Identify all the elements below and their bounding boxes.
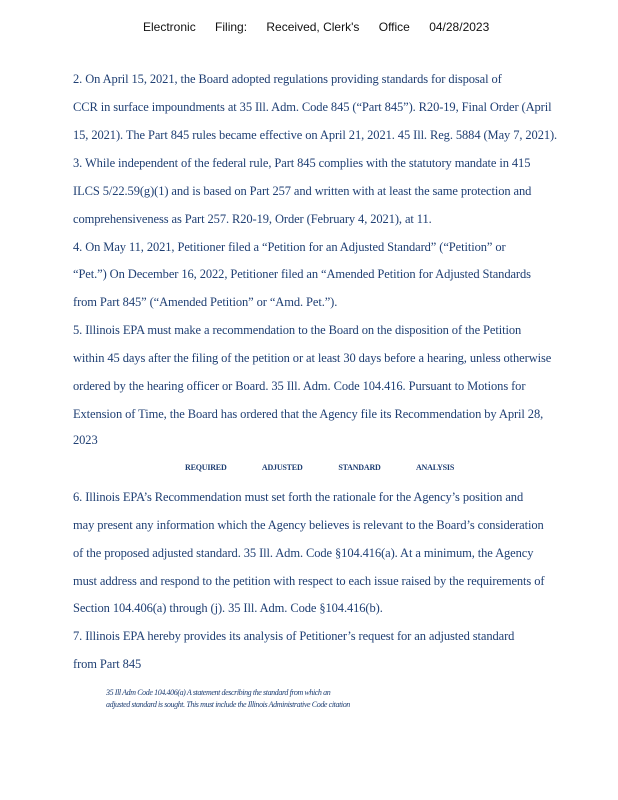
section-heading: [185, 463, 488, 472]
heading-word-adjusted: ADJUSTED: [261, 463, 303, 472]
paragraph-2-line-2: CCR in surface impoundments at 35 Ill. Adm. Code 845 (“Part 845”). R20-19, Final Order (April: [73, 100, 552, 114]
heading-word-required: REQUIRED: [185, 463, 227, 472]
paragraph-7-line-2: from Part 845: [73, 657, 142, 671]
paragraph-5-line-1: 5. Illinois EPA must make a recommendation to the Board on the disposition of the Petition: [73, 323, 522, 337]
paragraph-4-line-3: from Part 845” (“Amended Petition” or “Amd. Pet.”).: [73, 295, 338, 309]
paragraph-3-line-1: 3. While independent of the federal rule, Part 845 complies with the statutory mandate in 415: [73, 156, 531, 170]
heading-word-standard: STANDARD: [338, 463, 381, 472]
quoted-code-line-2: adjusted standard is sought. This must include the Illinois Administrative Code citation: [106, 700, 350, 709]
paragraph-2-line-3: 15, 2021). The Part 845 rules became effective on April 21, 2021. 45 Ill. Reg. 5884 (May 7, 2021).: [73, 128, 558, 142]
quoted-code-line-1: 35 Ill Adm Code 104.406(a) A statement describing the standard from which an: [106, 688, 331, 697]
paragraph-5-line-3: ordered by the hearing officer or Board. 35 Ill. Adm. Code 104.416. Pursuant to Motions for: [73, 379, 526, 393]
header-office: Office: [378, 20, 410, 34]
paragraph-7-line-1: 7. Illinois EPA hereby provides its analysis of Petitioner’s request for an adjusted standard: [73, 629, 515, 643]
paragraph-5-line-4: Extension of Time, the Board has ordered that the Agency file its Recommendation by April 28,: [73, 407, 544, 421]
paragraph-6-line-3: of the proposed adjusted standard. 35 Ill. Adm. Code §104.416(a). At a minimum, the Agency: [73, 546, 534, 560]
paragraph-5-line-5: 2023: [73, 433, 98, 447]
paragraph-4-line-1: 4. On May 11, 2021, Petitioner filed a “Petition for an Adjusted Standard” (“Petition” or: [73, 240, 506, 254]
paragraph-6-line-2: may present any information which the Agency believes is relevant to the Board’s consideration: [73, 518, 544, 532]
header-electronic: Electronic: [143, 20, 196, 34]
paragraph-4-line-2: “Pet.”) On December 16, 2022, Petitioner filed an “Amended Petition for Adjusted Standards: [73, 267, 531, 281]
paragraph-3-line-3: comprehensiveness as Part 257. R20-19, Order (February 4, 2021), at 11.: [73, 212, 432, 226]
header-date: 04/28/2023: [429, 20, 490, 34]
filing-stamp-header: [143, 20, 505, 34]
paragraph-6-line-4: must address and respond to the petition with respect to each issue raised by the requirements of: [73, 574, 545, 588]
heading-word-analysis: ANALYSIS: [415, 463, 455, 472]
paragraph-3-line-2: ILCS 5/22.59(g)(1) and is based on Part 257 and written with at least the same protection and: [73, 184, 532, 198]
paragraph-6-line-5: Section 104.406(a) through (j). 35 Ill. Adm. Code §104.416(b).: [73, 601, 383, 615]
header-filing: Filing:: [215, 20, 248, 34]
paragraph-5-line-2: within 45 days after the filing of the petition or at least 30 days before a hearing, unless otherwise: [73, 351, 552, 365]
paragraph-6-line-1: 6. Illinois EPA’s Recommendation must set forth the rationale for the Agency’s position and: [73, 490, 524, 504]
paragraph-2-line-1: 2. On April 15, 2021, the Board adopted regulations providing standards for disposal of: [73, 72, 502, 86]
header-received: Received, Clerk's: [266, 20, 360, 34]
